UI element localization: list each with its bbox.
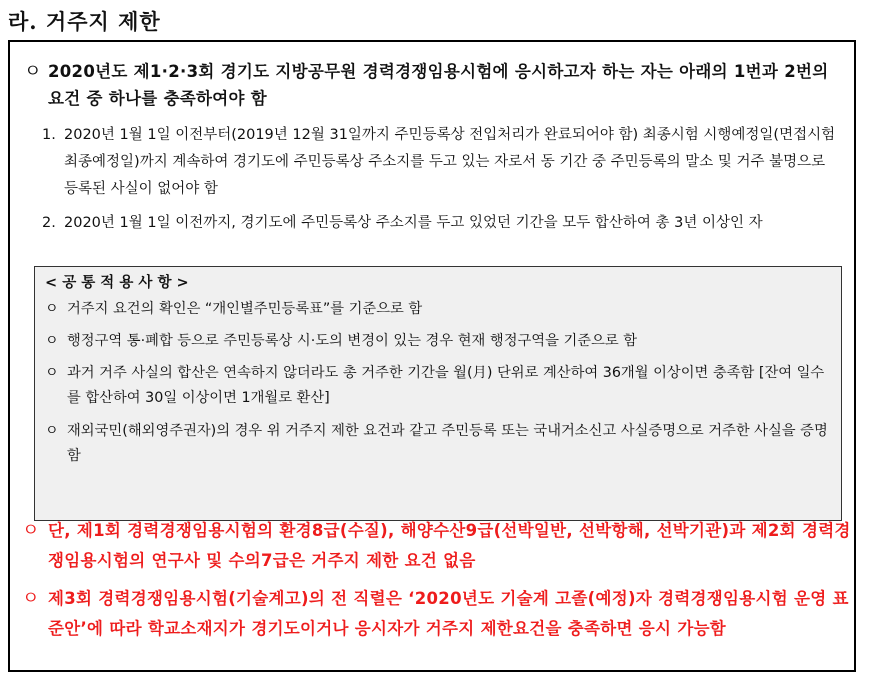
common-rules-box [34,266,842,521]
requirement-number: 2. [42,215,56,231]
requirement-text: 2020년 1월 1일 이전까지, 경기도에 주민등록상 주소지를 두고 있었던 기간을 모두 합산하여 총 3년 이상인 자 [64,215,763,231]
common-rule-item [45,297,835,322]
common-rule-item [45,361,835,411]
common-rule-item [45,419,835,469]
requirement-item-2 [42,210,842,237]
circle-bullet-icon: ㅇ [45,365,59,381]
common-rule-text: 거주지 요건의 확인은 “개인별주민등록표”를 기준으로 함 [67,301,423,317]
common-rule-text: 재외국민(해외영주권자)의 경우 위 거주지 제한 요건과 같고 주민등록 또는 국내거소신고 사실증명으로 거주한 사실을 증명함 [67,423,828,464]
residence-restriction-box [8,40,856,672]
technical-exam-note [22,584,852,644]
requirement-number: 1. [42,127,56,143]
common-rule-item [45,329,835,354]
exemption-note-text: 단, 제1회 경력경쟁임용시험의 환경8급(수질), 해양수산9급(선박일반, 선박항해, 선박기관)과 제2회 경력경쟁임용시험의 연구사 및 수의7급은 거주지 제한 요건 없음 [48,521,851,570]
requirement-text: 2020년 1월 1일 이전부터(2019년 12월 31일까지 주민등록상 전입처리가 완료되어야 함) 최종시험 시행예정일(면접시험 최종예정일)까지 계속하여 경기도에 주민등록상 주소지를 두고 있는 자로서 동 기간 중 주민등록의 말소 및 거주 불명으로 등록된 사실이 없어야 함 [64,127,836,197]
main-requirement-text: 2020년도 제1·2·3회 경기도 지방공무원 경력경쟁임용시험에 응시하고자 하는 자는 아래의 1번과 2번의 요건 중 하나를 충족하여야 함 [48,62,829,108]
requirement-item-1 [42,122,842,203]
circle-bullet-icon: ㅇ [24,61,42,82]
exemption-note [22,516,852,576]
technical-exam-note-text: 제3회 경력경쟁임용시험(기술계고)의 전 직렬은 ‘2020년도 기술계 고졸(예정)자 경력경쟁임용시험 운영 표준안’에 따라 학교소재지가 경기도이거나 응시자가 거주지 제한요건을 충족하면 응시 가능함 [48,589,849,638]
circle-bullet-icon: ㅇ [22,588,40,609]
section-title: 라. 거주지 제한 [8,9,161,34]
circle-bullet-icon: ㅇ [45,333,59,349]
common-rule-text: 과거 거주 사실의 합산은 연속하지 않더라도 총 거주한 기간을 월(月) 단위로 계산하여 36개월 이상이면 충족함 [잔여 일수를 합산하여 30일 이상이면 1개월로 환산] [67,365,825,406]
main-requirement [24,58,834,112]
common-rules-title: < 공 통 적 용 사 항 > [45,275,189,291]
circle-bullet-icon: ㅇ [45,301,59,317]
circle-bullet-icon: ㅇ [45,423,59,439]
common-rule-text: 행정구역 통·폐합 등으로 주민등록상 시·도의 변경이 있는 경우 현재 행정구역을 기준으로 함 [67,333,638,349]
circle-bullet-icon: ㅇ [22,520,40,541]
